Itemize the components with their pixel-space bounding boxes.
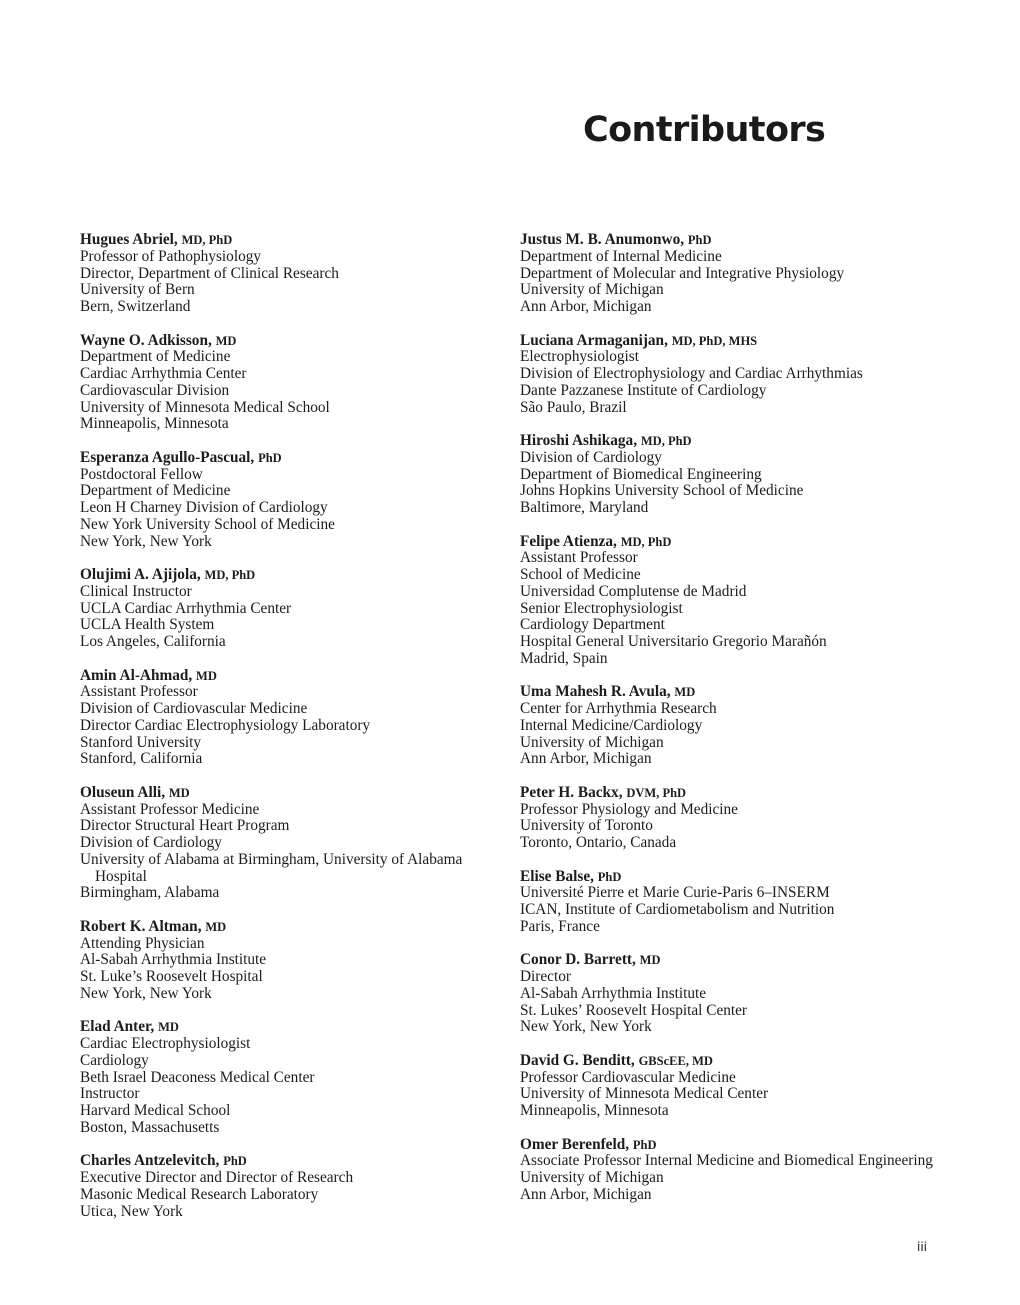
affiliation-line: Los Angeles, California: [80, 633, 226, 650]
affiliation-line: Director Cardiac Electrophysiology Laboratory: [80, 716, 371, 734]
contributor-heading: [520, 869, 940, 886]
affiliation-line: Universidad Complutense de Madrid: [520, 582, 747, 600]
affiliation-line: Assistant Professor: [80, 683, 198, 701]
contributor-heading: [80, 668, 500, 685]
affiliation-line: University of Michigan: [520, 1169, 664, 1186]
affiliation-line: Division of Cardiology: [520, 448, 662, 466]
affiliation-line: School of Medicine: [520, 566, 641, 583]
affiliation-line: Hospital General Universitario Gregorio Marañón: [520, 633, 827, 650]
affiliation-line: Cardiovascular Division: [80, 381, 230, 399]
affiliation-line: Minneapolis, Minnesota: [520, 1102, 669, 1119]
affiliation-line: Dante Pazzanese Institute of Cardiology: [520, 381, 767, 399]
affiliation-line: Paris, France: [520, 917, 600, 935]
affiliation-line: Ann Arbor, Michigan: [520, 298, 652, 315]
affiliation-line: Assistant Professor Medicine: [80, 800, 260, 818]
contributor-name: Oluseun Alli,: [80, 783, 166, 801]
contributor-name: Justus M. B. Anumonwo,: [520, 231, 685, 248]
affiliation-line: University of Minnesota Medical Center: [520, 1085, 769, 1103]
contributor-entry: [520, 232, 940, 316]
contributor-entry: [520, 433, 940, 517]
affiliation-line: Division of Cardiovascular Medicine: [80, 700, 308, 717]
contributor-name: Wayne O. Adkisson,: [80, 331, 212, 349]
contributor-heading: [80, 232, 500, 249]
affiliation-line: Director, Department of Clinical Research: [80, 264, 339, 282]
affiliation-line: Director: [520, 968, 571, 985]
contributor-entry: [520, 785, 940, 852]
contributor-name: David G. Benditt,: [520, 1051, 635, 1069]
affiliation-line: Professor of Pathophysiology: [80, 247, 262, 265]
affiliation-line: New York, New York: [520, 1018, 652, 1036]
contributor-credentials: MD: [215, 333, 237, 348]
contributor-heading: [80, 785, 500, 802]
affiliation-line: Cardiology Department: [520, 616, 665, 634]
contributor-credentials: MD: [196, 668, 217, 683]
affiliation-line: Director Structural Heart Program: [80, 817, 290, 835]
page-title: Contributors: [583, 110, 826, 150]
contributors-column-right: [520, 232, 940, 1220]
contributor-heading: [80, 333, 500, 350]
affiliation-line: University of Minnesota Medical School: [80, 398, 330, 416]
affiliation-line: Professor Physiology and Medicine: [520, 800, 738, 818]
contributor-credentials: MD: [205, 919, 227, 934]
contributor-credentials: MD, PhD: [204, 568, 256, 582]
contributor-heading: [80, 919, 500, 936]
contributor-credentials: PhD: [223, 1154, 247, 1169]
contributor-heading: [520, 785, 940, 802]
contributor-name: Elad Anter,: [80, 1018, 155, 1036]
affiliation-line: ICAN, Institute of Cardiometabolism and Nutrition: [520, 901, 835, 918]
contributor-heading: [80, 567, 500, 584]
contributor-entry: [80, 668, 500, 769]
affiliation-line: Professor Cardiovascular Medicine: [520, 1068, 736, 1086]
page-number: iii: [917, 1240, 928, 1254]
contributor-name: Omer Berenfeld,: [520, 1135, 630, 1153]
contributor-entry: [520, 869, 940, 936]
affiliation-line: Department of Medicine: [80, 348, 231, 366]
affiliation-line: Instructor: [80, 1085, 140, 1103]
affiliation-line: Ann Arbor, Michigan: [520, 1185, 652, 1203]
contributor-credentials: MD, PhD, MHS: [671, 333, 758, 348]
contributor-credentials: MD, PhD: [640, 434, 692, 448]
affiliation-line: Attending Physician: [80, 934, 205, 952]
affiliation-line: Division of Electrophysiology and Cardiac Arrhythmias: [520, 365, 863, 382]
affiliation-line: Cardiac Electrophysiologist: [80, 1035, 251, 1052]
contributor-credentials: MD, PhD: [620, 534, 672, 549]
contributor-name: Robert K. Altman,: [80, 917, 202, 935]
affiliation-line: Cardiac Arrhythmia Center: [80, 365, 247, 382]
affiliation-line: Stanford, California: [80, 750, 203, 768]
contributor-name: Felipe Atienza,: [520, 532, 617, 550]
affiliation-line: Department of Molecular and Integrative Physiology: [520, 264, 845, 282]
contributor-heading: [520, 1053, 940, 1070]
contributor-entry: [520, 1137, 940, 1204]
contributor-name: Amin Al-Ahmad,: [80, 666, 193, 684]
contributor-credentials: MD: [168, 785, 190, 800]
contributor-heading: [80, 450, 500, 467]
affiliation-line: Assistant Professor: [520, 549, 638, 567]
contributor-entry: [520, 333, 940, 417]
contributor-entry: [520, 534, 940, 668]
contributor-entry: [80, 785, 500, 902]
affiliation-line: Division of Cardiology: [80, 834, 222, 851]
contributor-credentials: GBScEE, MD: [638, 1053, 713, 1068]
affiliation-line: Bern, Switzerland: [80, 298, 191, 315]
affiliation-line: Clinical Instructor: [80, 582, 192, 600]
contributor-entry: [520, 1053, 940, 1120]
contributor-heading: [520, 433, 940, 450]
contributor-name: Luciana Armaganijan,: [520, 331, 668, 349]
contributor-name: Hiroshi Ashikaga,: [520, 432, 638, 449]
affiliation-line: University of Michigan: [520, 733, 664, 751]
contributor-heading: [520, 1137, 940, 1154]
affiliation-line: New York University School of Medicine: [80, 515, 335, 533]
contributor-credentials: PhD: [632, 1137, 657, 1152]
contributor-name: Conor D. Barrett,: [520, 951, 636, 969]
contributor-entry: [520, 684, 940, 768]
contributor-credentials: DVM, PhD: [626, 785, 687, 800]
affiliation-line: New York, New York: [80, 984, 212, 1002]
affiliation-line: Al-Sabah Arrhythmia Institute: [520, 984, 707, 1002]
affiliation-line: Birmingham, Alabama: [80, 884, 220, 902]
affiliation-line: São Paulo, Brazil: [520, 398, 627, 416]
contributor-heading: [520, 534, 940, 551]
contributor-heading: [80, 1019, 500, 1036]
affiliation-line: UCLA Cardiac Arrhythmia Center: [80, 599, 292, 617]
contributor-credentials: MD: [158, 1020, 179, 1035]
affiliation-line: Boston, Massachusetts: [80, 1118, 220, 1136]
contributor-credentials: PhD: [258, 450, 282, 465]
affiliation-line: Minneapolis, Minnesota: [80, 415, 229, 433]
contributor-credentials: MD, PhD: [181, 233, 233, 247]
affiliation-line: Executive Director and Director of Research: [80, 1169, 354, 1186]
contributor-heading: [520, 333, 940, 350]
affiliation-line: New York, New York: [80, 532, 212, 550]
contributor-entry: [80, 232, 500, 316]
contributor-credentials: MD: [674, 685, 696, 700]
affiliation-line: Al-Sabah Arrhythmia Institute: [80, 951, 267, 969]
affiliation-line: Stanford University: [80, 733, 202, 751]
affiliation-line: St. Luke’s Roosevelt Hospital: [80, 968, 263, 985]
contributor-name: Charles Antzelevitch,: [80, 1152, 220, 1170]
affiliation-line: Johns Hopkins University School of Medicine: [520, 482, 804, 500]
contributor-entry: [80, 1019, 500, 1136]
affiliation-line: Toronto, Ontario, Canada: [520, 834, 677, 851]
affiliation-line: University of Michigan: [520, 281, 664, 299]
contributor-name: Uma Mahesh R. Avula,: [520, 683, 671, 701]
contributor-heading: [520, 684, 940, 701]
contributor-name: Olujimi A. Ajijola,: [80, 566, 201, 583]
affiliation-line: Associate Professor Internal Medicine and Biomedical Engineering: [520, 1152, 933, 1170]
contributor-heading: [80, 1153, 500, 1170]
affiliation-line: Postdoctoral Fellow: [80, 465, 203, 483]
affiliation-line: Internal Medicine/Cardiology: [520, 716, 703, 734]
affiliation-line: Electrophysiologist: [520, 348, 639, 366]
contributor-heading: [520, 952, 940, 969]
contributor-entry: [80, 1153, 500, 1220]
contributors-column-left: [80, 232, 500, 1237]
contributor-name: Esperanza Agullo-Pascual,: [80, 448, 255, 466]
affiliation-line: Baltimore, Maryland: [520, 499, 649, 516]
affiliation-line: University of Alabama at Birmingham, University of Alabama Hospital: [80, 850, 463, 885]
affiliation-line: Ann Arbor, Michigan: [520, 750, 652, 768]
affiliation-line: Utica, New York: [80, 1202, 183, 1220]
affiliation-line: Senior Electrophysiologist: [520, 599, 683, 617]
contributor-name: Hugues Abriel,: [80, 231, 178, 248]
affiliation-line: Department of Medicine: [80, 482, 231, 500]
affiliation-line: St. Lukes’ Roosevelt Hospital Center: [520, 1001, 748, 1019]
affiliation-line: Beth Israel Deaconess Medical Center: [80, 1068, 315, 1086]
contributor-heading: [520, 232, 940, 249]
affiliation-line: University of Toronto: [520, 817, 653, 835]
affiliation-line: Department of Biomedical Engineering: [520, 465, 762, 483]
contributor-credentials: MD: [639, 953, 661, 968]
contributor-entry: [80, 919, 500, 1003]
affiliation-line: University of Bern: [80, 281, 195, 299]
contributor-entry: [80, 333, 500, 434]
affiliation-line: Center for Arrhythmia Research: [520, 700, 717, 717]
affiliation-line: Department of Internal Medicine: [520, 247, 722, 265]
affiliation-line: Masonic Medical Research Laboratory: [80, 1185, 319, 1203]
contributor-entry: [80, 567, 500, 651]
affiliation-line: Université Pierre et Marie Curie-Paris 6–INSERM: [520, 884, 830, 902]
contributor-entry: [80, 450, 500, 551]
contributor-credentials: PhD: [687, 233, 712, 247]
affiliation-line: Leon H Charney Division of Cardiology: [80, 499, 328, 516]
affiliation-line: Madrid, Spain: [520, 649, 608, 667]
affiliation-line: Cardiology: [80, 1051, 149, 1069]
affiliation-line: Harvard Medical School: [80, 1102, 231, 1119]
contributor-credentials: PhD: [597, 869, 622, 884]
contributor-entry: [520, 952, 940, 1036]
affiliation-line: UCLA Health System: [80, 616, 215, 634]
contributor-name: Peter H. Backx,: [520, 783, 623, 801]
contributor-name: Elise Balse,: [520, 867, 594, 885]
